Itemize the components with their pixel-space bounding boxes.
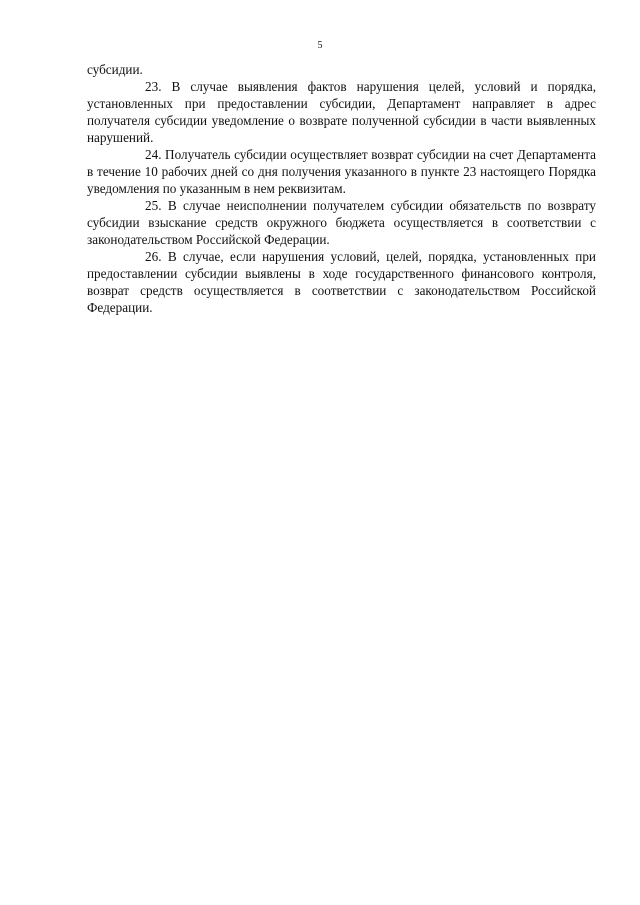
document-body	[87, 61, 596, 316]
paragraph-25: 25. В случае неисполнении получателем субсидии обязательств по возврату субсидии взыскание средств окружного бюджета осуществляется в соответствии с законодательством Российской Федерации.	[87, 198, 596, 247]
paragraph-continuation: субсидии.	[87, 62, 143, 77]
paragraph-24: 24. Получатель субсидии осуществляет возврат субсидии на счет Департамента в течение 10 рабочих дней со дня получения указанного в пункте 23 настоящего Порядка уведомления по указанным в нем реквизитам.	[87, 147, 596, 196]
paragraph-23: 23. В случае выявления фактов нарушения целей, условий и порядка, установленных при предоставлении субсидии, Департамент направляет в адрес получателя субсидии уведомление о возврате полученной субсидии в части выявленных нарушений.	[87, 79, 596, 145]
paragraph-26: 26. В случае, если нарушения условий, целей, порядка, установленных при предоставлении субсидии выявлены в ходе государственного финансового контроля, возврат средств осуществляется в соответствии с законодательством Российской Федерации.	[87, 249, 596, 315]
page-number: 5	[317, 40, 323, 51]
